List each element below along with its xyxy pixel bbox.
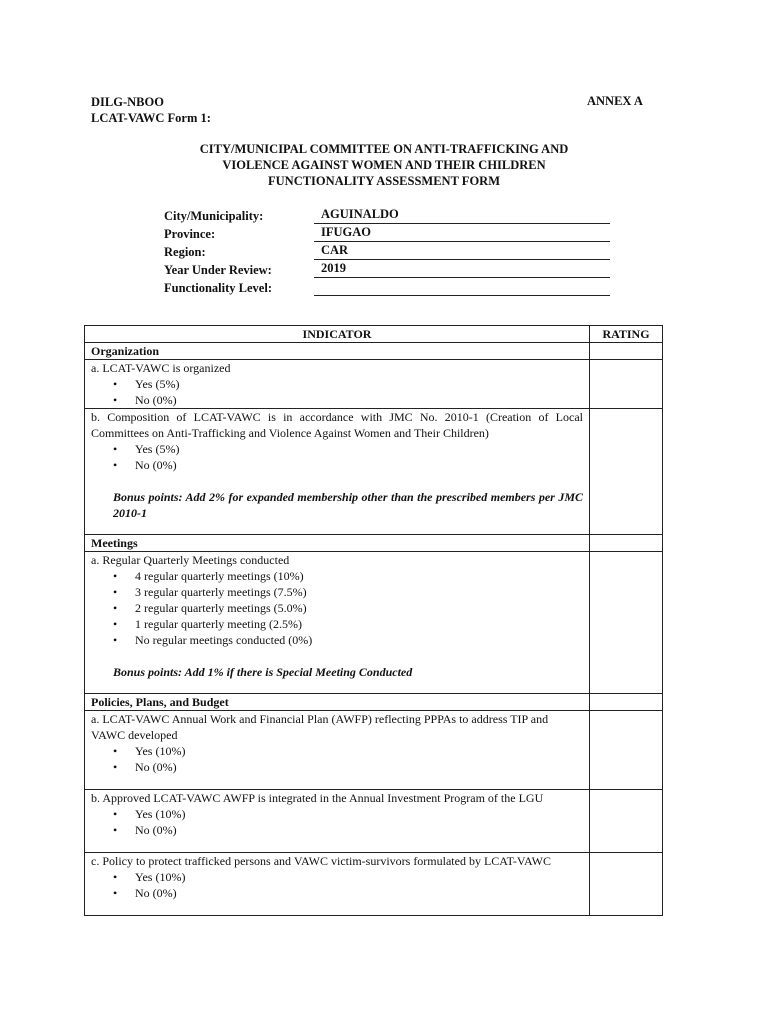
list-item: • No (0%) bbox=[135, 392, 583, 408]
indicator-cell bbox=[85, 409, 590, 535]
list-item: • No (0%) bbox=[135, 457, 583, 473]
info-row-city bbox=[164, 206, 610, 224]
rating-cell[interactable] bbox=[590, 552, 663, 694]
year-value[interactable]: 2019 bbox=[314, 261, 610, 278]
section-title: Policies, Plans, and Budget bbox=[85, 694, 590, 711]
section-row-policies bbox=[85, 694, 663, 711]
list-item: • Yes (10%) bbox=[135, 869, 583, 885]
list-item: • No (0%) bbox=[135, 759, 583, 775]
info-row-functionality bbox=[164, 278, 610, 296]
indicator-text: b. Approved LCAT-VAWC AWFP is integrated in the Annual Investment Program of the LGU bbox=[91, 791, 544, 805]
table-header-row bbox=[85, 326, 663, 343]
functionality-value[interactable] bbox=[314, 279, 610, 296]
bonus-note: Bonus points: Add 1% if there is Special Meeting Conducted bbox=[113, 665, 413, 679]
indicator-cell bbox=[85, 790, 590, 853]
list-item: • 3 regular quarterly meetings (7.5%) bbox=[135, 584, 583, 600]
list-item: • No regular meetings conducted (0%) bbox=[135, 632, 583, 648]
section-title: Organization bbox=[85, 343, 590, 360]
rating-cell[interactable] bbox=[590, 360, 663, 409]
header-left bbox=[91, 94, 211, 126]
indicator-cell bbox=[85, 853, 590, 916]
list-item: • Yes (10%) bbox=[135, 743, 583, 759]
rating-cell[interactable] bbox=[590, 409, 663, 535]
list-item: • 2 regular quarterly meetings (5.0%) bbox=[135, 600, 583, 616]
indicator-text: b. Composition of LCAT-VAWC is in accordance with JMC No. 2010-1 (Creation of Local Committees on Anti-Trafficking and Violence Against Women and Their Children) bbox=[91, 410, 583, 440]
list-item: • No (0%) bbox=[135, 885, 583, 901]
table-row bbox=[85, 360, 663, 409]
indicator-text: a. Regular Quarterly Meetings conducted bbox=[91, 553, 290, 567]
form-number: LCAT-VAWC Form 1: bbox=[91, 111, 211, 125]
info-row-year bbox=[164, 260, 610, 278]
info-row-region bbox=[164, 242, 610, 260]
list-item: • Yes (5%) bbox=[135, 441, 583, 457]
options-list bbox=[91, 869, 583, 901]
list-item: • Yes (10%) bbox=[135, 806, 583, 822]
indicator-text: a. LCAT-VAWC is organized bbox=[91, 361, 231, 375]
region-value[interactable]: CAR bbox=[314, 243, 610, 260]
table-row bbox=[85, 552, 663, 694]
title-line-2: VIOLENCE AGAINST WOMEN AND THEIR CHILDREN bbox=[222, 158, 546, 172]
bonus-note: Bonus points: Add 2% for expanded membership other than the prescribed members per JMC 2010-1 bbox=[113, 490, 583, 520]
options-list bbox=[91, 568, 583, 648]
info-label: Year Under Review: bbox=[164, 263, 272, 277]
title-line-3: FUNCTIONALITY ASSESSMENT FORM bbox=[268, 174, 500, 188]
info-block bbox=[164, 206, 610, 296]
info-label: Region: bbox=[164, 245, 206, 259]
rating-cell bbox=[590, 535, 663, 552]
indicator-text: c. Policy to protect trafficked persons and VAWC victim-survivors formulated by LCAT-VAWC bbox=[91, 854, 552, 868]
list-item: • No (0%) bbox=[135, 822, 583, 838]
info-row-province bbox=[164, 224, 610, 242]
annex-label: ANNEX A bbox=[587, 94, 643, 108]
table-row bbox=[85, 711, 663, 790]
section-row-organization bbox=[85, 343, 663, 360]
info-label: Province: bbox=[164, 227, 216, 241]
rating-header: RATING bbox=[590, 326, 663, 343]
indicator-cell bbox=[85, 711, 590, 790]
options-list bbox=[91, 806, 583, 838]
office-name: DILG-NBOO bbox=[91, 95, 164, 109]
section-title: Meetings bbox=[85, 535, 590, 552]
assessment-table bbox=[84, 325, 663, 916]
rating-cell bbox=[590, 694, 663, 711]
table-row bbox=[85, 409, 663, 535]
info-label: Functionality Level: bbox=[164, 281, 272, 295]
section-row-meetings bbox=[85, 535, 663, 552]
indicator-header: INDICATOR bbox=[85, 326, 590, 343]
form-title bbox=[0, 141, 768, 189]
province-value[interactable]: IFUGAO bbox=[314, 225, 610, 242]
list-item: • Yes (5%) bbox=[135, 376, 583, 392]
indicator-cell bbox=[85, 360, 590, 409]
title-line-1: CITY/MUNICIPAL COMMITTEE ON ANTI-TRAFFICKING AND bbox=[199, 142, 569, 156]
rating-cell bbox=[590, 343, 663, 360]
city-value[interactable]: AGUINALDO bbox=[314, 207, 610, 224]
options-list bbox=[91, 376, 583, 408]
info-label: City/Municipality: bbox=[164, 209, 264, 223]
list-item: • 4 regular quarterly meetings (10%) bbox=[135, 568, 583, 584]
table-row bbox=[85, 853, 663, 916]
list-item: • 1 regular quarterly meeting (2.5%) bbox=[135, 616, 583, 632]
table-row bbox=[85, 790, 663, 853]
rating-cell[interactable] bbox=[590, 711, 663, 790]
rating-cell[interactable] bbox=[590, 853, 663, 916]
indicator-cell bbox=[85, 552, 590, 694]
options-list bbox=[91, 441, 583, 473]
rating-cell[interactable] bbox=[590, 790, 663, 853]
options-list bbox=[91, 743, 583, 775]
indicator-text: a. LCAT-VAWC Annual Work and Financial Plan (AWFP) reflecting PPPAs to address TIP and VAWC developed bbox=[91, 712, 549, 742]
